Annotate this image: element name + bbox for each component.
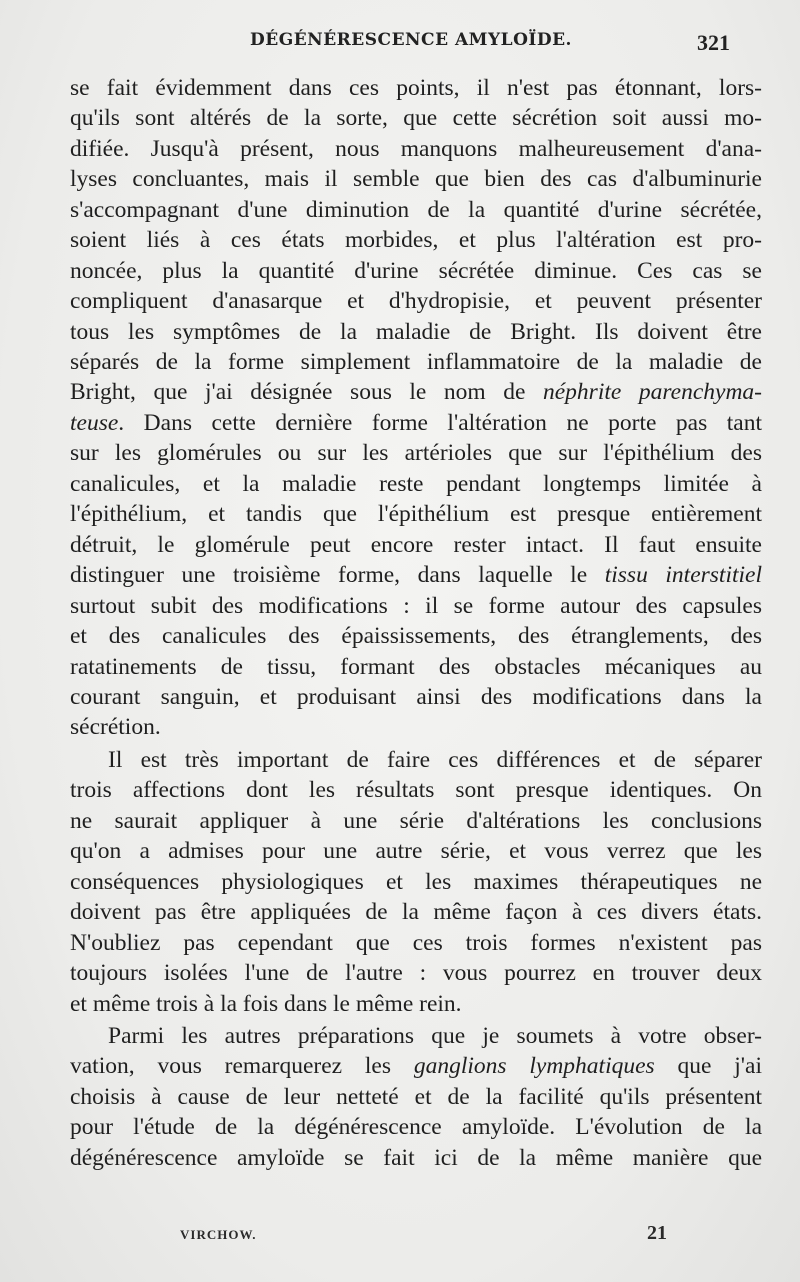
text-line: se fait évidemment dans ces points, il n'est pas étonnant, lors-: [70, 75, 762, 101]
text-line: séparés de la forme simplement inflammatoire de la maladie de: [70, 349, 762, 375]
text-line: et des canalicules des épaississements, des étranglements, des: [70, 623, 762, 649]
signature-mark: VIRCHOW.: [180, 1227, 257, 1242]
text-line: noncée, plus la quantité d'urine sécrétée diminue. Ces cas se: [70, 258, 762, 284]
text-line: sur les glomérules ou sur les artérioles que sur l'épithélium des: [70, 440, 762, 466]
text-line: surtout subit des modifications : il se forme autour des capsules: [70, 593, 762, 619]
text-line: doivent pas être appliquées de la même façon à ces divers états.: [70, 899, 762, 925]
text-line: Bright, que j'ai désignée sous le nom de néphrite parenchyma-: [70, 379, 762, 405]
text-line: canalicules, et la maladie reste pendant longtemps limitée à: [70, 471, 762, 497]
text-line: sécrétion.: [70, 714, 161, 740]
text-line: détruit, le glomérule peut encore rester intact. Il faut ensuite: [70, 532, 762, 558]
text-line: conséquences physiologiques et les maximes thérapeutiques ne: [70, 869, 762, 895]
text-line: courant sanguin, et produisant ainsi des modifications dans la: [70, 684, 762, 710]
text-line: pour l'étude de la dégénérescence amyloïde. L'évolution de la: [70, 1114, 762, 1140]
text-line: compliquent d'anasarque et d'hydropisie, et peuvent présenter: [70, 288, 762, 314]
text-line: et même trois à la fois dans le même rein.: [70, 991, 462, 1017]
sheet-number: 21: [647, 1222, 667, 1244]
page-number: 321: [697, 30, 730, 55]
text-line: difiée. Jusqu'à présent, nous manquons malheureusement d'ana-: [70, 136, 762, 162]
text-line: ratatinements de tissu, formant des obstacles mécaniques au: [70, 654, 762, 680]
running-title: DÉGÉNÉRESCENCE AMYLOÏDE.: [250, 30, 572, 50]
text-line: ne saurait appliquer à une série d'altérations les conclusions: [70, 808, 762, 834]
text-line: teuse. Dans cette dernière forme l'altération ne porte pas tant: [70, 410, 762, 436]
text-line: qu'on a admises pour une autre série, et vous verrez que les: [70, 838, 762, 864]
text-line: N'oubliez pas cependant que ces trois formes n'existent pas: [70, 930, 762, 956]
text-line: l'épithélium, et tandis que l'épithélium est presque entièrement: [70, 501, 762, 527]
text-line: Parmi les autres préparations que je soumets à votre obser-: [108, 1023, 762, 1049]
text-line: soient liés à ces états morbides, et plus l'altération est pro-: [70, 227, 762, 253]
text-line: tous les symptômes de la maladie de Bright. Ils doivent être: [70, 319, 762, 345]
text-line: distinguer une troisième forme, dans laquelle le tissu interstitiel: [70, 562, 762, 588]
text-line: choisis à cause de leur netteté et de la facilité qu'ils présentent: [70, 1084, 762, 1110]
text-line: Il est très important de faire ces différences et de séparer: [108, 747, 762, 773]
text-line: dégénérescence amyloïde se fait ici de la même manière que: [70, 1145, 762, 1171]
text-line: qu'ils sont altérés de la sorte, que cette sécrétion soit aussi mo-: [70, 105, 762, 131]
text-line: lyses concluantes, mais il semble que bien des cas d'albuminurie: [70, 166, 762, 192]
text-line: vation, vous remarquerez les ganglions lymphatiques que j'ai: [70, 1053, 762, 1079]
text-line: trois affections dont les résultats sont presque identiques. On: [70, 777, 762, 803]
text-line: toujours isolées l'une de l'autre : vous pourrez en trouver deux: [70, 960, 762, 986]
text-line: s'accompagnant d'une diminution de la quantité d'urine sécrétée,: [70, 197, 762, 223]
